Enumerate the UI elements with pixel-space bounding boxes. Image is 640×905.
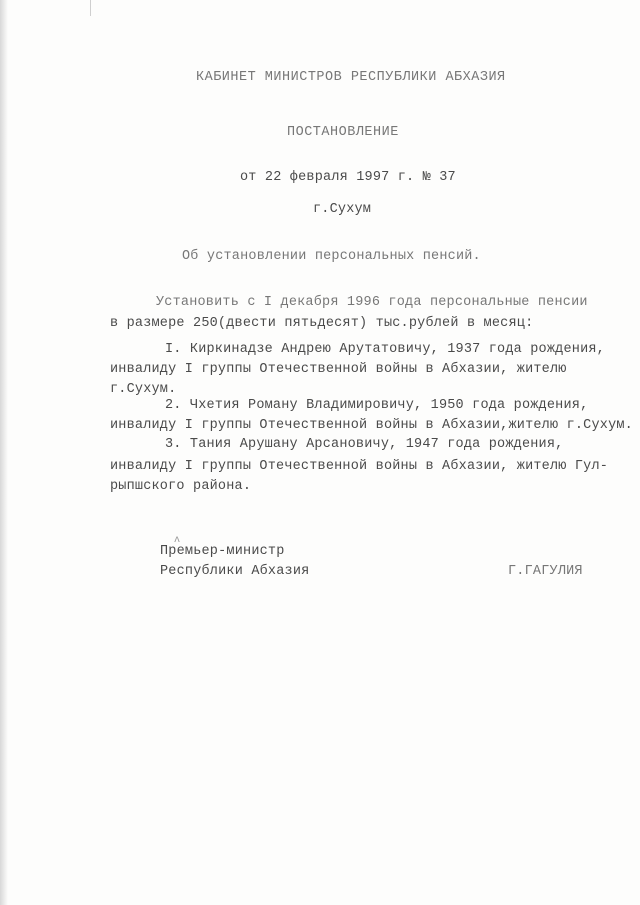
document-date-number: от 22 февраля 1997 г. № 37 (240, 170, 456, 185)
item-1-line-3: г.Сухум. (110, 382, 177, 397)
scan-edge-shadow (0, 0, 8, 905)
intro-line-1: Установить с I декабря 1996 года персональные пенсии (156, 295, 588, 310)
document-header: КАБИНЕТ МИНИСТРОВ РЕСПУБЛИКИ АБХАЗИЯ (196, 70, 506, 85)
document-city: г.Сухум (313, 202, 372, 217)
intro-line-2: в размере 250(двести пятьдесят) тыс.рублей в месяц: (110, 316, 534, 331)
item-3-line-3: рыпшского района. (110, 479, 252, 494)
item-3-line-1: 3. Тания Арушану Арсановичу, 1947 года рождения, (165, 437, 564, 452)
signature-title-1: Премьер-министр (160, 544, 285, 559)
item-3-line-2: инвалиду I группы Отечественной войны в Абхазии, жителю Гул- (110, 459, 609, 474)
signature-title-2: Республики Абхазия (160, 564, 310, 579)
scan-fold-mark (90, 0, 91, 16)
document-subject: Об установлении персональных пенсий. (182, 249, 481, 264)
signature-name: Г.ГАГУЛИЯ (508, 564, 583, 579)
item-2-line-2: инвалиду I группы Отечественной войны в Абхазии,жителю г.Сухум. (110, 418, 633, 433)
item-2-line-1: 2. Чхетия Роману Владимировичу, 1950 года рождения, (165, 398, 589, 413)
document-type: ПОСТАНОВЛЕНИЕ (287, 125, 399, 140)
item-1-line-1: I. Киркинадзе Андрею Арутатовичу, 1937 года рождения, (165, 342, 605, 357)
pen-mark: ʌ (174, 535, 181, 546)
item-1-line-2: инвалиду I группы Отечественной войны в Абхазии, жителю (110, 362, 567, 377)
